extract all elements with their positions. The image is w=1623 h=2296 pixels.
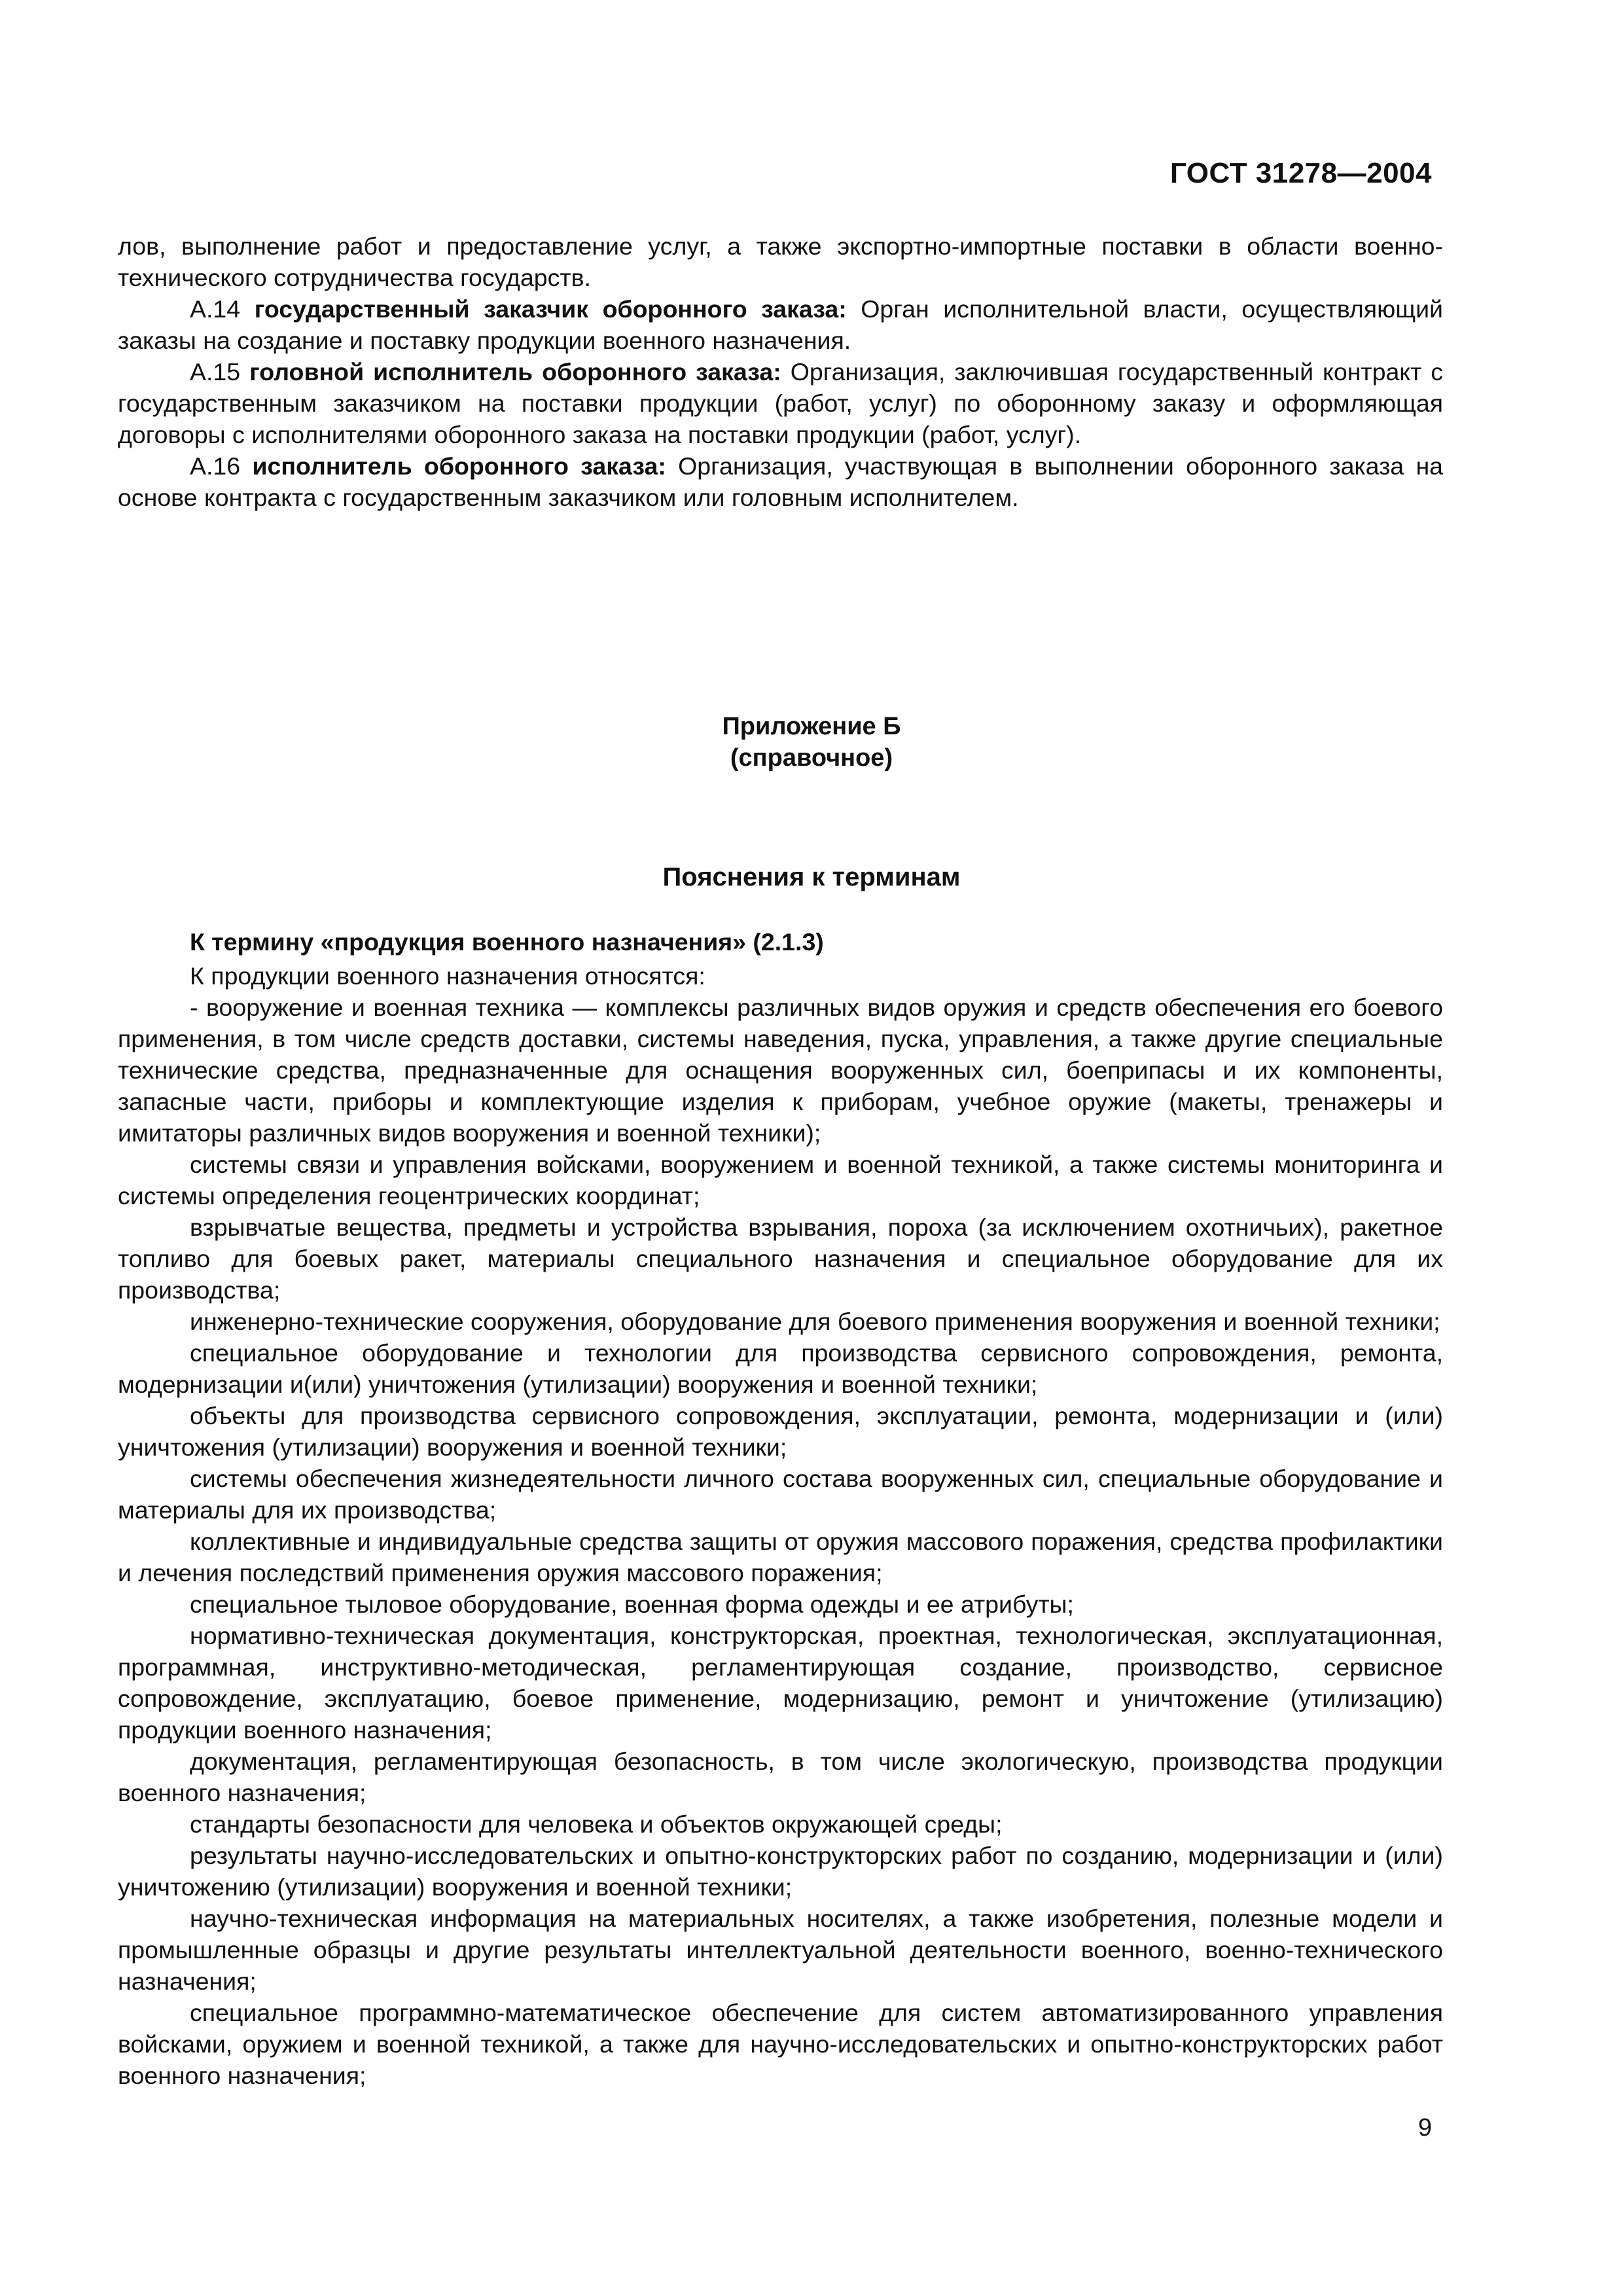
appendix-subtitle: (справочное) <box>730 744 893 772</box>
explanation-item: нормативно-техническая документация, конструкторская, проектная, технологическая, эксплуатационная, программная, инструктивно-методическая, регламентирующая создание, производство, сервисное сопровождение, эксплуатацию, боевое применение, модернизацию, ремонт и уничтожение (утилизацию) продукции военного назначения; <box>118 1622 1443 1744</box>
definition-term: исполнитель оборонного заказа: <box>252 452 666 480</box>
definition-term: государственный заказчик оборонного заказа: <box>254 295 847 323</box>
continuation-paragraph: лов, выполнение работ и предоставление услуг, а также экспортно-импортные поставки в области военно-технического сотрудничества государств. <box>118 232 1443 291</box>
definitions-continuation-block <box>118 230 1443 513</box>
section-title: Пояснения к терминам <box>662 863 961 891</box>
document-standard-id: ГОСТ 31278—2004 <box>1169 157 1432 189</box>
explanation-item: взрывчатые вещества, предметы и устройства взрывания, пороха (за исключением охотничьих), ракетное топливо для боевых ракет, материалы специального назначения и специальное оборудование для их производства; <box>118 1213 1443 1304</box>
explanation-item: коллективные и индивидуальные средства защиты от оружия массового поражения, средства профилактики и лечения последствий применения оружия массового поражения; <box>118 1528 1443 1587</box>
explanation-item: результаты научно-исследовательских и опытно-конструкторских работ по созданию, модернизации и (или) уничтожению (утилизации) вооружения и военной техники; <box>118 1842 1443 1901</box>
appendix-title: Приложение Б <box>722 713 901 740</box>
definition-number: А.15 <box>190 358 241 386</box>
explanation-item: специальное тыловое оборудование, военная форма одежды и ее атрибуты; <box>190 1590 1074 1618</box>
explanation-item: документация, регламентирующая безопасность, в том числе экологическую, производства продукции военного назначения; <box>118 1748 1443 1806</box>
definition-term: головной исполнитель оборонного заказа: <box>249 358 781 386</box>
explanation-item: инженерно-технические сооружения, оборудование для боевого применения вооружения и военной техники; <box>190 1308 1440 1335</box>
definition-text: Организация, заключившая государственный контракт с государственным заказчиком на поставки продукции (работ, услуг) по оборонному заказу и оформляющая договоры с исполнителями оборонного заказа на поставки продукции (работ, услуг). <box>118 358 1444 448</box>
explanation-item: научно-техническая информация на материальных носителях, а также изобретения, полезные модели и промышленные образцы и другие результаты интеллектуальной деятельности военного, военно-технического назначения; <box>118 1905 1443 1995</box>
term-subheading: К термину «продукция военного назначения» (2.1.3) <box>190 928 824 956</box>
explanation-item: - вооружение и военная техника — комплексы различных видов оружия и средств обеспечения его боевого применения, в том числе средств доставки, системы наведения, пуска, управления, а также другие специальные технические средства, предназначенные для оснащения вооруженных сил, боеприпасы и их компоненты, запасные части, приборы и комплектующие изделия к приборам, учебное оружие (макеты, тренажеры и имитаторы различных видов вооружения и военной техники); <box>118 994 1443 1147</box>
explanations-block <box>118 926 1443 2091</box>
definition-number: А.16 <box>190 452 241 480</box>
definition-number: А.14 <box>190 295 241 323</box>
explanation-item: стандарты безопасности для человека и объектов окружающей среды; <box>190 1810 1003 1838</box>
definition-item <box>118 356 1443 450</box>
definition-text: Организация, участвующая в выполнении оборонного заказа на основе контракта с государственным заказчиком или головным исполнителем. <box>118 452 1444 511</box>
definition-item <box>118 450 1443 513</box>
explanation-item: специальное программно-математическое обеспечение для систем автоматизированного управления войсками, оружием и военной техникой, а также для научно-исследовательских и опытно-конструкторских работ военного назначения; <box>118 1999 1443 2089</box>
definition-text: Орган исполнительной власти, осуществляющий заказы на создание и поставку продукции военного назначения. <box>118 295 1443 354</box>
page-number: 9 <box>1418 2114 1432 2142</box>
appendix-heading <box>0 711 1623 774</box>
explanation-item: системы связи и управления войсками, вооружением и военной техникой, а также системы мониторинга и системы определения геоцентрических координат; <box>118 1151 1443 1210</box>
explanation-item: специальное оборудование и технологии для производства сервисного сопровождения, ремонта, модернизации и(или) уничтожения (утилизации) вооружения и военной техники; <box>118 1339 1443 1398</box>
explanation-item: объекты для производства сервисного сопровождения, эксплуатации, ремонта, модернизации и (или) уничтожения (утилизации) вооружения и военной техники; <box>118 1402 1443 1461</box>
explanations-intro: К продукции военного назначения относятся: <box>190 962 705 990</box>
explanation-item: системы обеспечения жизнедеятельности личного состава вооруженных сил, специальные оборудование и материалы для их производства; <box>118 1465 1443 1524</box>
definition-item <box>118 293 1443 356</box>
